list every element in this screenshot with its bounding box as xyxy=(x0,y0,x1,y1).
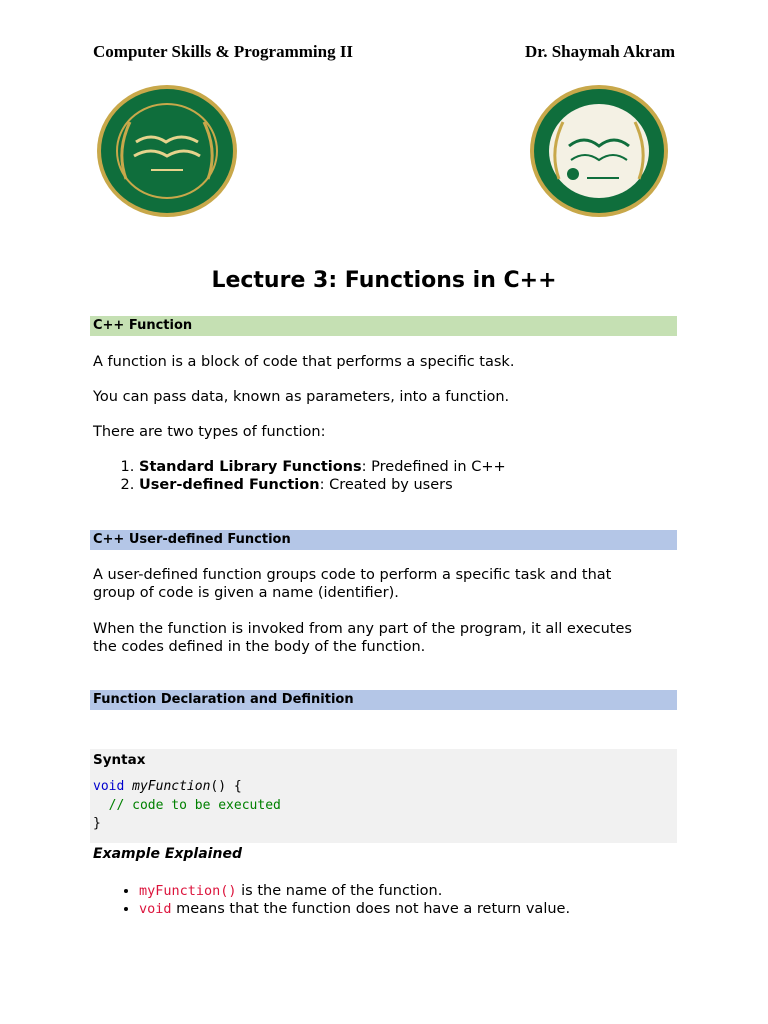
section-heading-cpp-function: C++ Function xyxy=(90,316,677,336)
section-heading-declaration: Function Declaration and Definition xyxy=(90,690,677,710)
paragraph-line: A user-defined function groups code to perform a specific task and that xyxy=(93,567,612,583)
university-seal-left xyxy=(96,84,238,218)
section-heading-user-defined: C++ User-defined Function xyxy=(90,530,677,550)
paragraph: A function is a block of code that performs a specific task. xyxy=(93,354,515,370)
function-types-list xyxy=(93,458,506,494)
list-item: 2. User-defined Function: Created by users xyxy=(139,476,506,494)
explanation-list xyxy=(93,882,570,918)
syntax-box xyxy=(90,749,677,843)
university-seal-right xyxy=(529,84,669,218)
list-item: • void means that the function does not have a return value. xyxy=(139,900,570,918)
lecture-title: Lecture 3: Functions in C++ xyxy=(211,268,557,293)
author-name: Dr. Shaymah Akram xyxy=(524,42,675,61)
example-explained-label: Example Explained xyxy=(93,846,242,862)
code-line: // code to be executed xyxy=(108,798,281,813)
list-item: 1. Standard Library Functions: Predefined in C++ xyxy=(139,458,506,476)
syntax-label: Syntax xyxy=(93,752,146,768)
paragraph-line: group of code is given a name (identifier). xyxy=(93,585,399,601)
paragraph: There are two types of function: xyxy=(93,424,326,440)
list-item: • myFunction() is the name of the function. xyxy=(139,882,570,900)
code-line: void myFunction() { xyxy=(93,779,242,794)
paragraph-line: the codes defined in the body of the function. xyxy=(93,639,426,655)
course-title: Computer Skills & Programming II xyxy=(93,42,354,61)
paragraph: You can pass data, known as parameters, into a function. xyxy=(93,389,510,405)
code-line: } xyxy=(93,816,101,831)
paragraph-line: When the function is invoked from any part of the program, it all executes xyxy=(93,621,632,637)
